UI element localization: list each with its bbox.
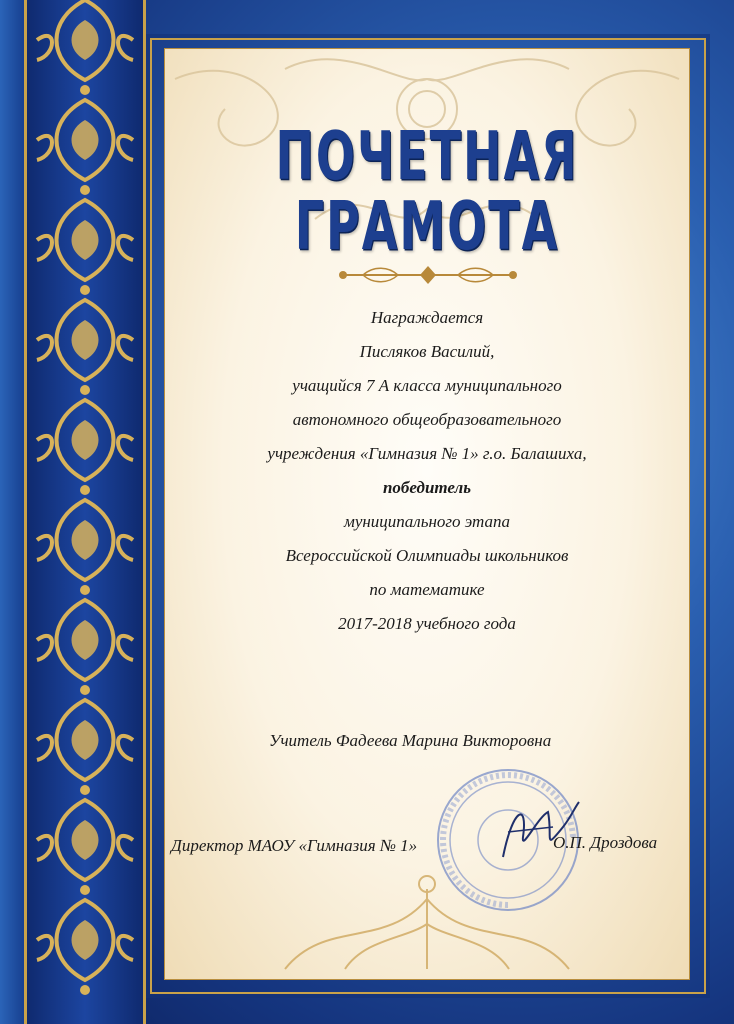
- winner-label: победитель: [382, 478, 472, 497]
- gold-divider-ornament: [333, 264, 523, 286]
- director-name: О.П. Дроздова: [553, 833, 658, 852]
- bottom-flourish: [165, 829, 689, 979]
- gold-ornament-pattern: [27, 0, 143, 1024]
- subject-line: по математике: [369, 580, 485, 599]
- stage-line: муниципального этапа: [343, 512, 511, 531]
- left-border-strip: [0, 0, 24, 1024]
- title-line-1: ПОЧЕТНАЯ: [275, 116, 579, 196]
- school-line-1: автономного общеобразовательного: [292, 410, 562, 429]
- ornamental-border: [24, 0, 146, 1024]
- awarded-line: Награждается: [370, 308, 484, 327]
- title-line-2: ГРАМОТА: [294, 186, 560, 266]
- school-line-2: учреждения «Гимназия № 1» г.о. Балашиха,: [267, 444, 587, 463]
- olympiad-line: Всероссийской Олимпиады школьников: [285, 546, 569, 565]
- year-line: 2017-2018 учебного года: [338, 614, 516, 633]
- recipient-name: Писляков Василий,: [359, 342, 495, 361]
- recipient-class: учащийся 7 А класса муниципального: [292, 376, 562, 395]
- teacher-line: Учитель Фадеева Марина Викторовна: [269, 731, 552, 750]
- certificate-paper: [164, 48, 690, 980]
- director-title: Директор МАОУ «Гимназия № 1»: [171, 836, 418, 855]
